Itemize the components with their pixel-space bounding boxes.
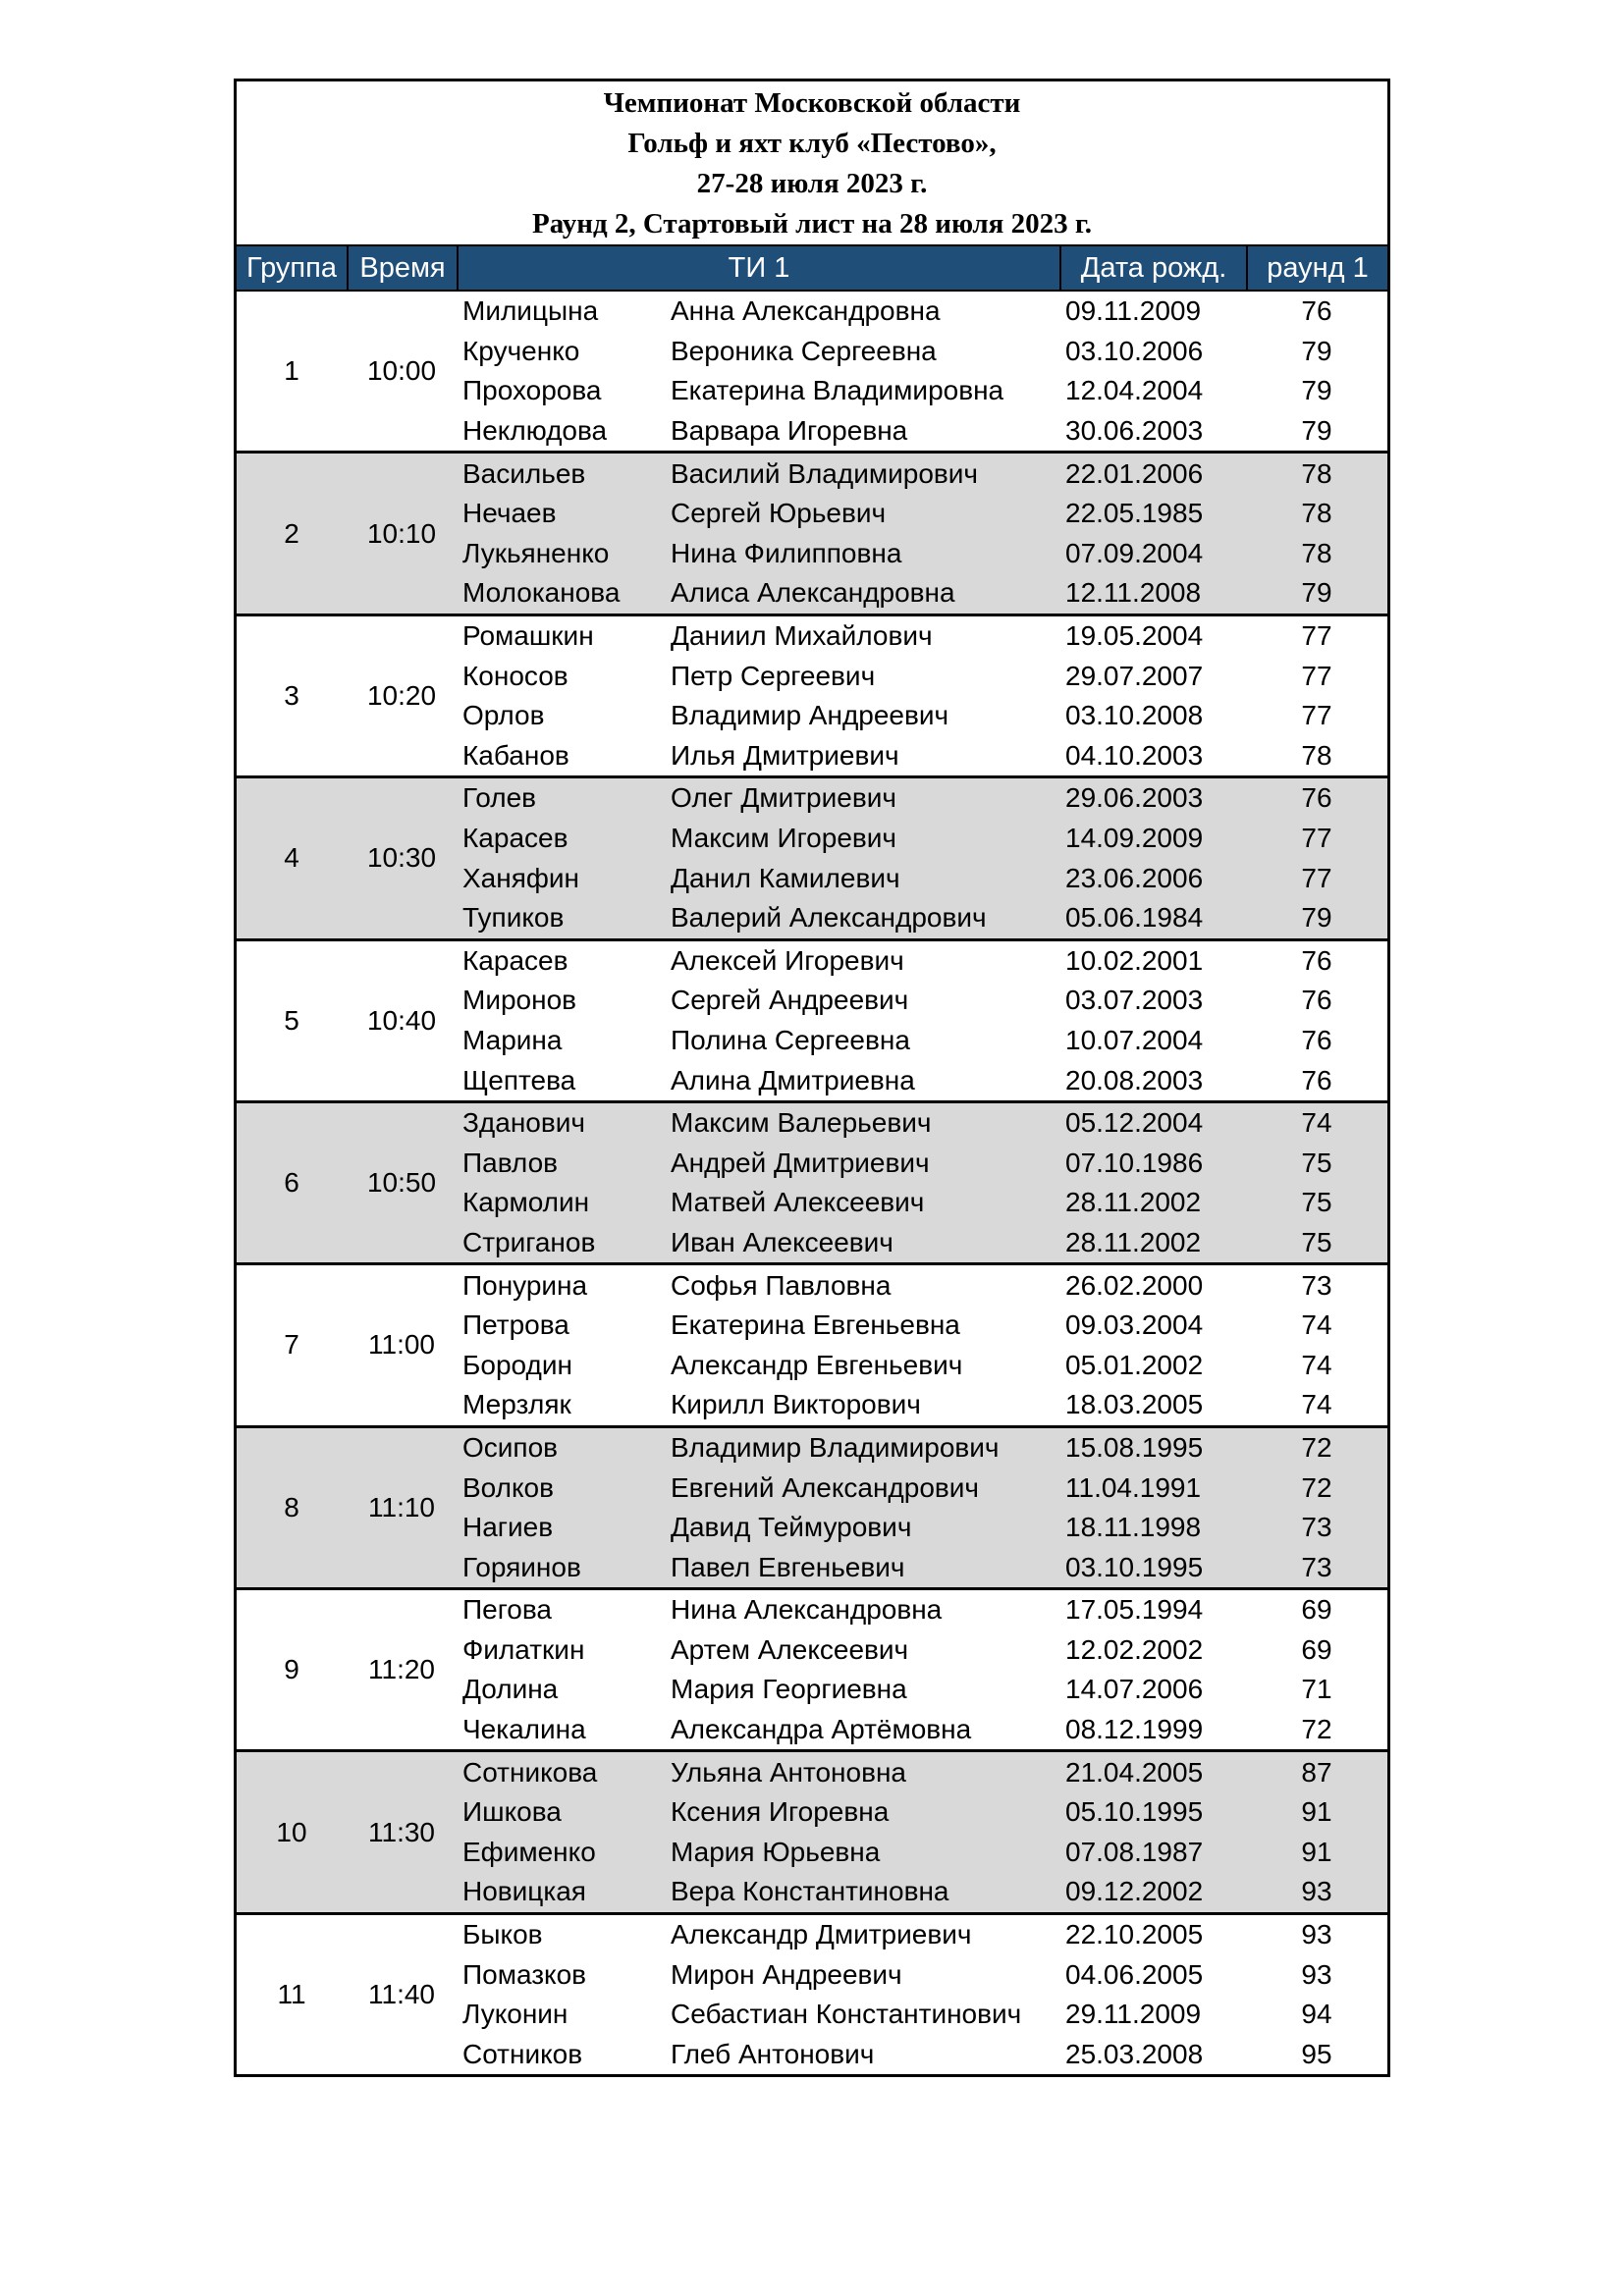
player-row [457,1143,1387,1183]
group-block [237,614,1387,775]
player-round1-score: 78 [1301,739,1332,771]
player-list [457,778,1387,937]
player-round1-score: 74 [1301,1389,1332,1420]
player-first-name: Василий Владимирович [671,457,978,489]
player-row [457,1752,1387,1792]
player-dob: 28.11.2002 [1065,1187,1202,1218]
player-first-name: Сергей Юрьевич [671,498,887,529]
player-last-name: Тупиков [462,902,565,934]
tee-time: 10:10 [366,517,437,549]
player-row [457,656,1387,696]
player-row [457,1385,1387,1425]
player-row [457,1590,1387,1630]
group-block [237,1100,1387,1262]
player-dob: 05.01.2002 [1065,1349,1204,1380]
player-dob: 03.10.1995 [1065,1551,1204,1582]
player-last-name: Голев [462,782,537,814]
player-last-name: Чекалина [462,1714,586,1745]
player-row [457,1306,1387,1346]
player-row [457,1468,1387,1508]
player-last-name: Кармолин [462,1187,590,1218]
player-first-name: Максим Валерьевич [671,1107,932,1139]
player-first-name: Даниил Михайлович [671,620,933,652]
player-last-name: Сотникова [462,1756,598,1788]
player-first-name: Софья Павловна [671,1269,892,1301]
player-round1-score: 76 [1301,985,1332,1016]
player-last-name: Понурина [462,1269,588,1301]
player-dob: 04.10.2003 [1065,739,1204,771]
group-number: 9 [284,1654,299,1685]
player-last-name: Долина [462,1674,559,1705]
player-dob: 09.03.2004 [1065,1309,1204,1341]
player-last-name: Щептева [462,1064,576,1095]
player-last-name: Васильев [462,457,586,489]
player-dob: 03.10.2008 [1065,700,1204,731]
player-row [457,2035,1387,2075]
tee-time: 10:00 [366,355,437,387]
tee-time: 10:40 [366,1004,437,1036]
player-last-name: Помазков [462,1958,587,1990]
player-last-name: Ханяфин [462,862,580,893]
player-dob: 07.08.1987 [1065,1836,1204,1867]
player-dob: 09.12.2002 [1065,1876,1204,1907]
player-row [457,534,1387,574]
player-dob: 18.03.2005 [1065,1389,1204,1420]
player-row [457,898,1387,938]
player-first-name: Максим Игоревич [671,823,896,854]
player-last-name: Нечаев [462,498,557,529]
player-dob: 11.04.1991 [1065,1471,1202,1503]
player-round1-score: 79 [1301,335,1332,366]
header-time: Время [347,246,457,290]
player-round1-score: 75 [1301,1226,1332,1257]
player-round1-score: 71 [1301,1674,1332,1705]
player-round1-score: 69 [1301,1633,1332,1665]
player-first-name: Артем Алексеевич [671,1633,909,1665]
player-dob: 17.05.1994 [1065,1594,1204,1626]
player-row [457,736,1387,776]
player-round1-score: 72 [1301,1714,1332,1745]
player-row [457,941,1387,982]
player-round1-score: 72 [1301,1431,1332,1463]
player-list [457,1915,1387,2074]
player-last-name: Филаткин [462,1633,585,1665]
player-round1-score: 76 [1301,295,1332,327]
player-round1-score: 94 [1301,1999,1332,2030]
player-last-name: Ефименко [462,1836,596,1867]
player-last-name: Лукьяненко [462,537,610,568]
player-dob: 04.06.2005 [1065,1958,1204,1990]
group-number: 6 [284,1167,299,1199]
player-first-name: Иван Алексеевич [671,1226,893,1257]
player-first-name: Андрей Дмитриевич [671,1147,930,1178]
player-round1-score: 79 [1301,375,1332,406]
player-row [457,819,1387,859]
group-number: 8 [284,1491,299,1522]
player-dob: 26.02.2000 [1065,1269,1204,1301]
player-dob: 14.07.2006 [1065,1674,1204,1705]
player-first-name: Мария Георгиевна [671,1674,907,1705]
player-dob: 10.07.2004 [1065,1024,1204,1055]
group-number: 5 [284,1004,299,1036]
player-list [457,616,1387,775]
player-last-name: Петрова [462,1309,569,1341]
player-round1-score: 74 [1301,1349,1332,1380]
group-number: 3 [284,679,299,711]
player-row [457,1872,1387,1912]
player-last-name: Карасев [462,823,568,854]
player-round1-score: 76 [1301,1064,1332,1095]
tee-time: 10:50 [366,1167,437,1199]
player-round1-score: 78 [1301,498,1332,529]
header-round: раунд 1 [1246,246,1387,290]
player-row [457,981,1387,1021]
player-first-name: Матвей Алексеевич [671,1187,925,1218]
player-first-name: Екатерина Владимировна [671,375,1004,406]
player-row [457,1833,1387,1873]
player-last-name: Мерзляк [462,1389,571,1420]
title-line-4: Раунд 2, Стартовый лист на 28 июля 2023 г. [532,208,1092,240]
player-round1-score: 77 [1301,620,1332,652]
title-line-2: Гольф и яхт клуб «Пестово», [627,128,997,159]
header-group: Группа [246,251,337,284]
player-last-name: Быков [462,1919,543,1950]
player-last-name: Сотников [462,2038,583,2069]
tee-time: 10:20 [366,679,437,711]
title-block [237,81,1387,244]
player-first-name: Валерий Александрович [671,902,987,934]
player-list [457,292,1387,451]
player-round1-score: 93 [1301,1876,1332,1907]
player-row [457,1710,1387,1750]
player-row [457,858,1387,898]
player-list [457,1590,1387,1749]
player-first-name: Александр Евгеньевич [671,1349,963,1380]
player-dob: 14.09.2009 [1065,823,1204,854]
player-last-name: Стриганов [462,1226,596,1257]
player-row [457,1103,1387,1144]
player-first-name: Кирилл Викторович [671,1389,921,1420]
player-last-name: Павлов [462,1147,559,1178]
player-dob: 28.11.2002 [1065,1226,1202,1257]
player-last-name: Бородин [462,1349,572,1380]
player-last-name: Нагиев [462,1512,554,1543]
player-row [457,454,1387,494]
player-last-name: Луконин [462,1999,568,2030]
player-first-name: Олег Дмитриевич [671,782,896,814]
player-dob: 12.02.2002 [1065,1633,1204,1665]
group-number: 4 [284,842,299,874]
group-block [237,451,1387,613]
player-row [457,1670,1387,1710]
player-list [457,454,1387,613]
player-last-name: Неклюдова [462,415,608,447]
player-last-name: Орлов [462,700,545,731]
player-dob: 03.07.2003 [1065,985,1204,1016]
player-dob: 30.06.2003 [1065,415,1204,447]
player-dob: 15.08.1995 [1065,1431,1204,1463]
player-last-name: Горяинов [462,1551,581,1582]
player-first-name: Екатерина Евгеньевна [671,1309,960,1341]
player-round1-score: 77 [1301,660,1332,691]
player-round1-score: 93 [1301,1919,1332,1950]
player-round1-score: 79 [1301,415,1332,447]
group-number: 1 [284,355,299,387]
group-block [237,775,1387,937]
player-row [457,292,1387,332]
tee-time: 11:30 [368,1816,435,1847]
player-row [457,1915,1387,1955]
player-last-name: Пегова [462,1594,552,1626]
player-last-name: Ишкова [462,1796,562,1828]
player-first-name: Илья Дмитриевич [671,739,899,771]
group-number: 10 [276,1816,307,1847]
player-first-name: Евгений Александрович [671,1471,980,1503]
player-row [457,411,1387,452]
player-row [457,1345,1387,1385]
player-first-name: Варвара Игоревна [671,415,908,447]
player-row [457,616,1387,657]
player-list [457,1103,1387,1262]
player-dob: 10.02.2001 [1065,944,1204,976]
player-list [457,1265,1387,1424]
player-dob: 07.10.1986 [1065,1147,1204,1178]
player-first-name: Мирон Андреевич [671,1958,902,1990]
player-first-name: Владимир Владимирович [671,1431,1000,1463]
player-row [457,1630,1387,1671]
player-round1-score: 93 [1301,1958,1332,1990]
player-round1-score: 91 [1301,1796,1332,1828]
player-first-name: Ульяна Антоновна [671,1756,906,1788]
player-last-name: Осипов [462,1431,559,1463]
player-round1-score: 78 [1301,457,1332,489]
player-round1-score: 76 [1301,944,1332,976]
player-dob: 19.05.2004 [1065,620,1204,652]
player-row [457,1547,1387,1587]
player-last-name: Карасев [462,944,568,976]
player-first-name: Полина Сергеевна [671,1024,910,1055]
player-dob: 07.09.2004 [1065,537,1204,568]
player-last-name: Коносов [462,660,568,691]
player-round1-score: 74 [1301,1107,1332,1139]
group-block [237,1749,1387,1911]
title-line-1: Чемпионат Московской области [603,87,1021,119]
tee-time: 11:20 [368,1654,435,1685]
group-number: 2 [284,517,299,549]
player-round1-score: 79 [1301,902,1332,934]
header-name: ТИ 1 [457,246,1059,290]
header-dob: Дата рожд. [1059,246,1246,290]
title-line-3: 27-28 июля 2023 г. [696,168,928,199]
player-first-name: Вероника Сергеевна [671,335,937,366]
player-row [457,494,1387,534]
tee-time: 11:40 [368,1978,435,2009]
player-row [457,332,1387,372]
group-block [237,938,1387,1100]
player-dob: 22.10.2005 [1065,1919,1204,1950]
player-row [457,1508,1387,1548]
player-row [457,778,1387,819]
player-last-name: Марина [462,1024,563,1055]
player-row [457,1792,1387,1833]
player-round1-score: 69 [1301,1594,1332,1626]
player-last-name: Прохорова [462,375,602,406]
player-first-name: Себастиан Константинович [671,1999,1022,2030]
player-row [457,1021,1387,1061]
player-last-name: Ромашкин [462,620,594,652]
player-dob: 25.03.2008 [1065,2038,1204,2069]
player-last-name: Волков [462,1471,554,1503]
player-last-name: Крученко [462,335,580,366]
player-first-name: Алиса Александровна [671,577,955,609]
player-first-name: Анна Александровна [671,295,941,327]
group-block [237,1262,1387,1424]
player-round1-score: 73 [1301,1551,1332,1582]
player-last-name: Новицкая [462,1876,586,1907]
group-block [237,1912,1387,2074]
player-row [457,1183,1387,1223]
player-round1-score: 78 [1301,537,1332,568]
player-first-name: Ксения Игоревна [671,1796,890,1828]
player-round1-score: 73 [1301,1269,1332,1301]
player-list [457,941,1387,1100]
player-dob: 22.05.1985 [1065,498,1204,529]
table-header [237,244,1387,292]
player-round1-score: 91 [1301,1836,1332,1867]
player-round1-score: 87 [1301,1756,1332,1788]
player-first-name: Мария Юрьевна [671,1836,881,1867]
player-last-name: Миронов [462,985,577,1016]
player-dob: 12.11.2008 [1065,577,1202,609]
group-number: 7 [284,1329,299,1361]
player-last-name: Зданович [462,1107,585,1139]
groups-body [237,292,1387,2074]
player-round1-score: 77 [1301,700,1332,731]
player-last-name: Милицына [462,295,599,327]
player-round1-score: 74 [1301,1309,1332,1341]
start-list-sheet [234,79,1390,2077]
player-first-name: Вера Константиновна [671,1876,949,1907]
player-dob: 20.08.2003 [1065,1064,1204,1095]
player-last-name: Кабанов [462,739,569,771]
player-dob: 29.07.2007 [1065,660,1204,691]
player-first-name: Данил Камилевич [671,862,900,893]
player-first-name: Петр Сергеевич [671,660,876,691]
player-row [457,573,1387,614]
player-first-name: Алина Дмитриевна [671,1064,915,1095]
player-dob: 08.12.1999 [1065,1714,1204,1745]
player-round1-score: 76 [1301,782,1332,814]
player-dob: 09.11.2009 [1065,295,1202,327]
player-dob: 21.04.2005 [1065,1756,1204,1788]
player-round1-score: 76 [1301,1024,1332,1055]
player-dob: 12.04.2004 [1065,375,1204,406]
player-row [457,1265,1387,1306]
tee-time: 10:30 [366,842,437,874]
player-last-name: Молоканова [462,577,621,609]
player-row [457,371,1387,411]
tee-time: 11:10 [368,1491,435,1522]
player-round1-score: 77 [1301,823,1332,854]
player-dob: 05.12.2004 [1065,1107,1204,1139]
player-first-name: Алексей Игоревич [671,944,904,976]
group-block [237,292,1387,451]
player-dob: 29.11.2009 [1065,1999,1202,2030]
player-dob: 05.06.1984 [1065,902,1204,934]
player-first-name: Павел Евгеньевич [671,1551,905,1582]
player-row [457,1954,1387,1995]
player-dob: 03.10.2006 [1065,335,1204,366]
player-row [457,1060,1387,1100]
player-dob: 29.06.2003 [1065,782,1204,814]
player-row [457,1428,1387,1468]
player-dob: 05.10.1995 [1065,1796,1204,1828]
group-number: 11 [277,1978,306,2009]
player-first-name: Нина Александровна [671,1594,943,1626]
player-dob: 18.11.1998 [1065,1512,1202,1543]
player-first-name: Сергей Андреевич [671,985,909,1016]
player-first-name: Владимир Андреевич [671,700,949,731]
player-round1-score: 72 [1301,1471,1332,1503]
player-row [457,1995,1387,2035]
player-list [457,1752,1387,1911]
player-dob: 23.06.2006 [1065,862,1204,893]
player-first-name: Александр Дмитриевич [671,1919,972,1950]
player-row [457,1223,1387,1263]
player-round1-score: 73 [1301,1512,1332,1543]
player-dob: 22.01.2006 [1065,457,1204,489]
player-first-name: Нина Филипповна [671,537,902,568]
player-round1-score: 75 [1301,1187,1332,1218]
player-round1-score: 79 [1301,577,1332,609]
player-first-name: Глеб Антонович [671,2038,875,2069]
player-round1-score: 77 [1301,862,1332,893]
player-round1-score: 75 [1301,1147,1332,1178]
player-first-name: Александра Артёмовна [671,1714,972,1745]
player-first-name: Давид Теймурович [671,1512,912,1543]
player-row [457,696,1387,736]
player-round1-score: 95 [1301,2038,1332,2069]
group-block [237,1587,1387,1749]
group-block [237,1425,1387,1587]
tee-time: 11:00 [368,1329,435,1361]
player-list [457,1428,1387,1587]
